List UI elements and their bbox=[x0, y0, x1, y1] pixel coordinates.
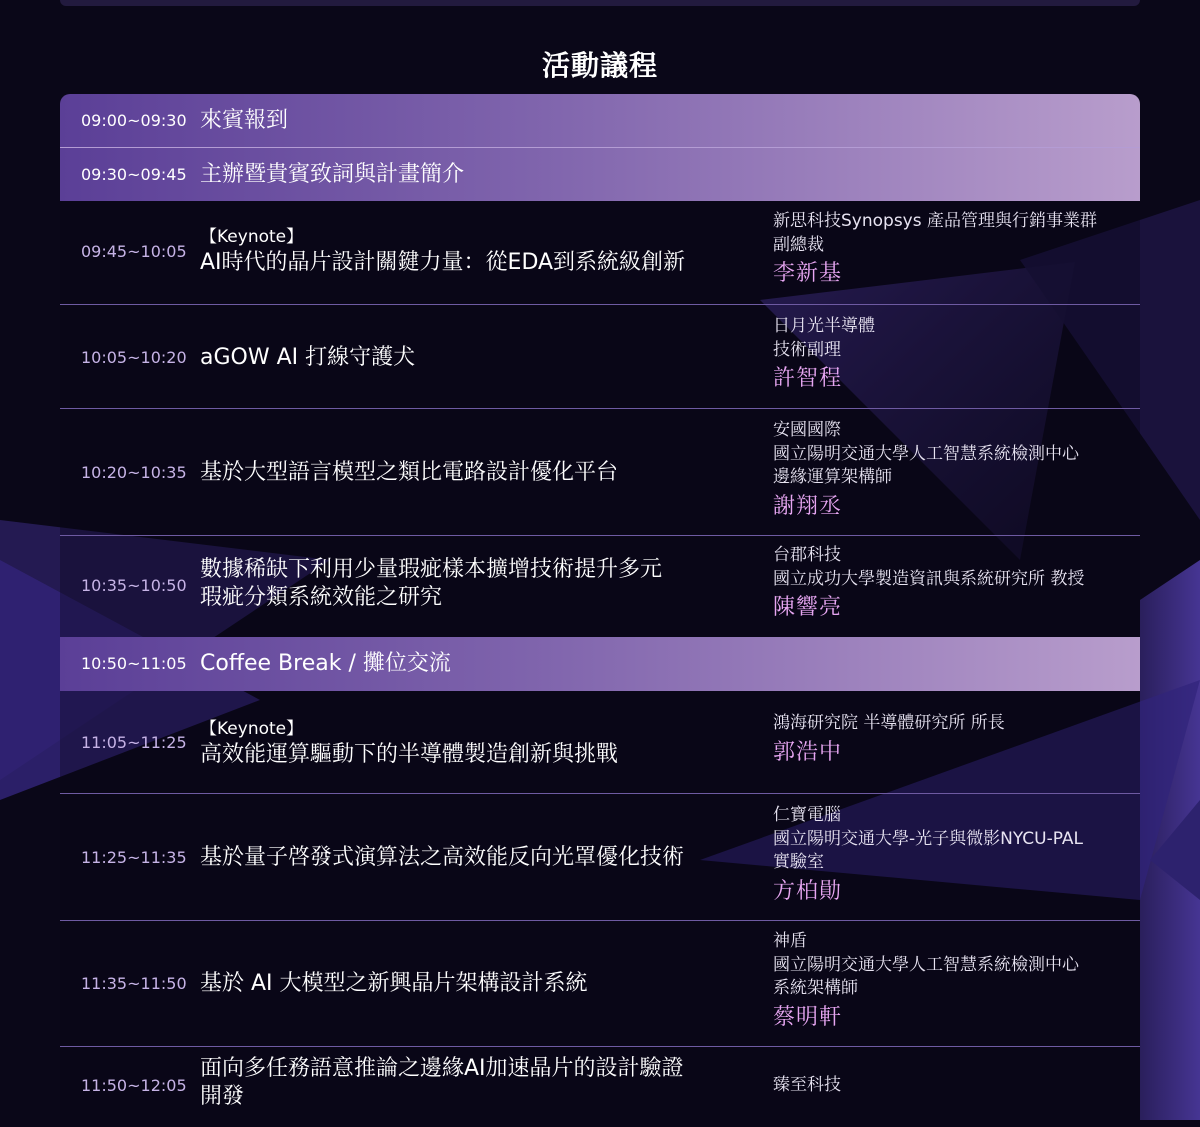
row-time: 11:35~11:50 bbox=[81, 974, 187, 993]
agenda-row-coffee-break bbox=[60, 637, 1140, 691]
talk-topic bbox=[200, 556, 760, 612]
row-time: 09:30~09:45 bbox=[81, 165, 187, 184]
speaker-affiliation: 臻至科技 bbox=[773, 1075, 841, 1095]
keynote-tag: 【Keynote】 bbox=[200, 227, 304, 247]
speaker-name: 謝翔丞 bbox=[773, 493, 843, 519]
agenda-table bbox=[60, 94, 1140, 1127]
speaker-name: 陳響亮 bbox=[773, 595, 843, 620]
agenda-row-talk bbox=[60, 201, 1140, 305]
speaker-affiliation: 國立陽明交通大學人工智慧系統檢測中心 bbox=[773, 443, 1079, 464]
talk-topic bbox=[200, 717, 760, 769]
row-time: 11:05~11:25 bbox=[81, 733, 187, 752]
row-time: 11:50~12:05 bbox=[81, 1076, 187, 1095]
talk-title: 基於 AI 大模型之新興晶片架構設計系統 bbox=[200, 971, 588, 996]
agenda-row-talk bbox=[60, 1047, 1140, 1127]
row-time: 09:00~09:30 bbox=[81, 111, 187, 130]
row-title: 來賓報到 bbox=[200, 108, 289, 133]
agenda-row-talk bbox=[60, 691, 1140, 794]
speaker-name: 方柏勛 bbox=[773, 878, 843, 904]
speaker-affiliation: 仁寶電腦 bbox=[773, 805, 841, 825]
speaker-affiliation: 台郡科技 bbox=[773, 545, 841, 565]
speaker-name: 蔡明軒 bbox=[773, 1004, 843, 1030]
agenda-row-talk bbox=[60, 305, 1140, 409]
speaker-affiliation: 國立陽明交通大學人工智慧系統檢測中心 bbox=[773, 954, 1079, 975]
agenda-row-talk bbox=[60, 536, 1140, 637]
row-title: Coffee Break / 攤位交流 bbox=[200, 651, 451, 676]
talk-topic bbox=[200, 225, 760, 277]
keynote-tag: 【Keynote】 bbox=[200, 719, 304, 739]
speaker-info bbox=[773, 712, 1133, 768]
row-time: 10:35~10:50 bbox=[81, 576, 187, 595]
agenda-row-registration bbox=[60, 94, 1140, 147]
top-card-edge bbox=[60, 0, 1140, 6]
row-time: 09:45~10:05 bbox=[81, 242, 187, 261]
speaker-affiliation: 神盾 bbox=[773, 931, 807, 951]
speaker-name: 許智程 bbox=[773, 366, 843, 391]
speaker-info bbox=[773, 544, 1133, 623]
talk-title: 數據稀缺下利用少量瑕疵樣本擴增技術提升多元 bbox=[200, 557, 663, 582]
agenda-row-talk bbox=[60, 921, 1140, 1047]
talk-title: 高效能運算驅動下的半導體製造創新與挑戰 bbox=[200, 742, 619, 767]
speaker-affiliation: 國立成功大學製造資訊與系統研究所 教授 bbox=[773, 568, 1085, 589]
talk-title: AI時代的晶片設計關鍵力量：從EDA到系統級創新 bbox=[200, 250, 686, 275]
row-time: 10:50~11:05 bbox=[81, 654, 187, 673]
speaker-affiliation: 鴻海研究院 半導體研究所 所長 bbox=[773, 713, 1005, 733]
speaker-affiliation: 日月光半導體 bbox=[773, 316, 875, 336]
speaker-affiliation: 副總裁 bbox=[773, 234, 824, 255]
talk-topic bbox=[200, 844, 760, 872]
speaker-affiliation: 安國國際 bbox=[773, 420, 841, 440]
speaker-info bbox=[773, 419, 1133, 522]
speaker-affiliation: 技術副理 bbox=[773, 339, 841, 360]
speaker-name: 郭浩中 bbox=[773, 739, 843, 765]
speaker-name: 李新基 bbox=[773, 261, 843, 286]
speaker-info bbox=[773, 930, 1133, 1033]
speaker-info bbox=[773, 1074, 1133, 1098]
row-title: 主辦暨貴賓致詞與計畫簡介 bbox=[200, 162, 465, 187]
page-title: 活動議程 bbox=[541, 49, 658, 82]
agenda-row-talk bbox=[60, 794, 1140, 921]
talk-title: aGOW AI 打線守護犬 bbox=[200, 345, 416, 370]
talk-title: 基於量子啓發式演算法之高效能反向光罩優化技術 bbox=[200, 845, 685, 870]
speaker-affiliation: 實驗室 bbox=[773, 852, 824, 872]
speaker-info bbox=[773, 804, 1133, 907]
speaker-affiliation: 新思科技Synopsys 產品管理與行銷事業群 bbox=[773, 211, 1097, 231]
talk-title: 瑕疵分類系統效能之研究 bbox=[200, 585, 443, 610]
speaker-info bbox=[773, 210, 1133, 289]
speaker-affiliation: 國立陽明交通大學-光子與微影NYCU-PAL bbox=[773, 828, 1084, 849]
talk-topic bbox=[200, 459, 760, 487]
speaker-affiliation: 系統架構師 bbox=[773, 978, 858, 998]
row-time: 10:05~10:20 bbox=[81, 348, 187, 367]
talk-topic bbox=[200, 1055, 780, 1111]
talk-topic bbox=[200, 970, 760, 998]
talk-title: 基於大型語言模型之類比電路設計優化平台 bbox=[200, 460, 619, 485]
talk-title: 開發 bbox=[200, 1084, 245, 1109]
agenda-row-talk bbox=[60, 409, 1140, 536]
agenda-row-opening bbox=[60, 147, 1140, 201]
speaker-info bbox=[773, 315, 1133, 394]
row-time: 11:25~11:35 bbox=[81, 848, 187, 867]
speaker-affiliation: 邊緣運算架構師 bbox=[773, 467, 892, 487]
talk-topic bbox=[200, 344, 760, 372]
row-time: 10:20~10:35 bbox=[81, 463, 187, 482]
talk-title: 面向多任務語意推論之邊緣AI加速晶片的設計驗證 bbox=[200, 1056, 684, 1081]
